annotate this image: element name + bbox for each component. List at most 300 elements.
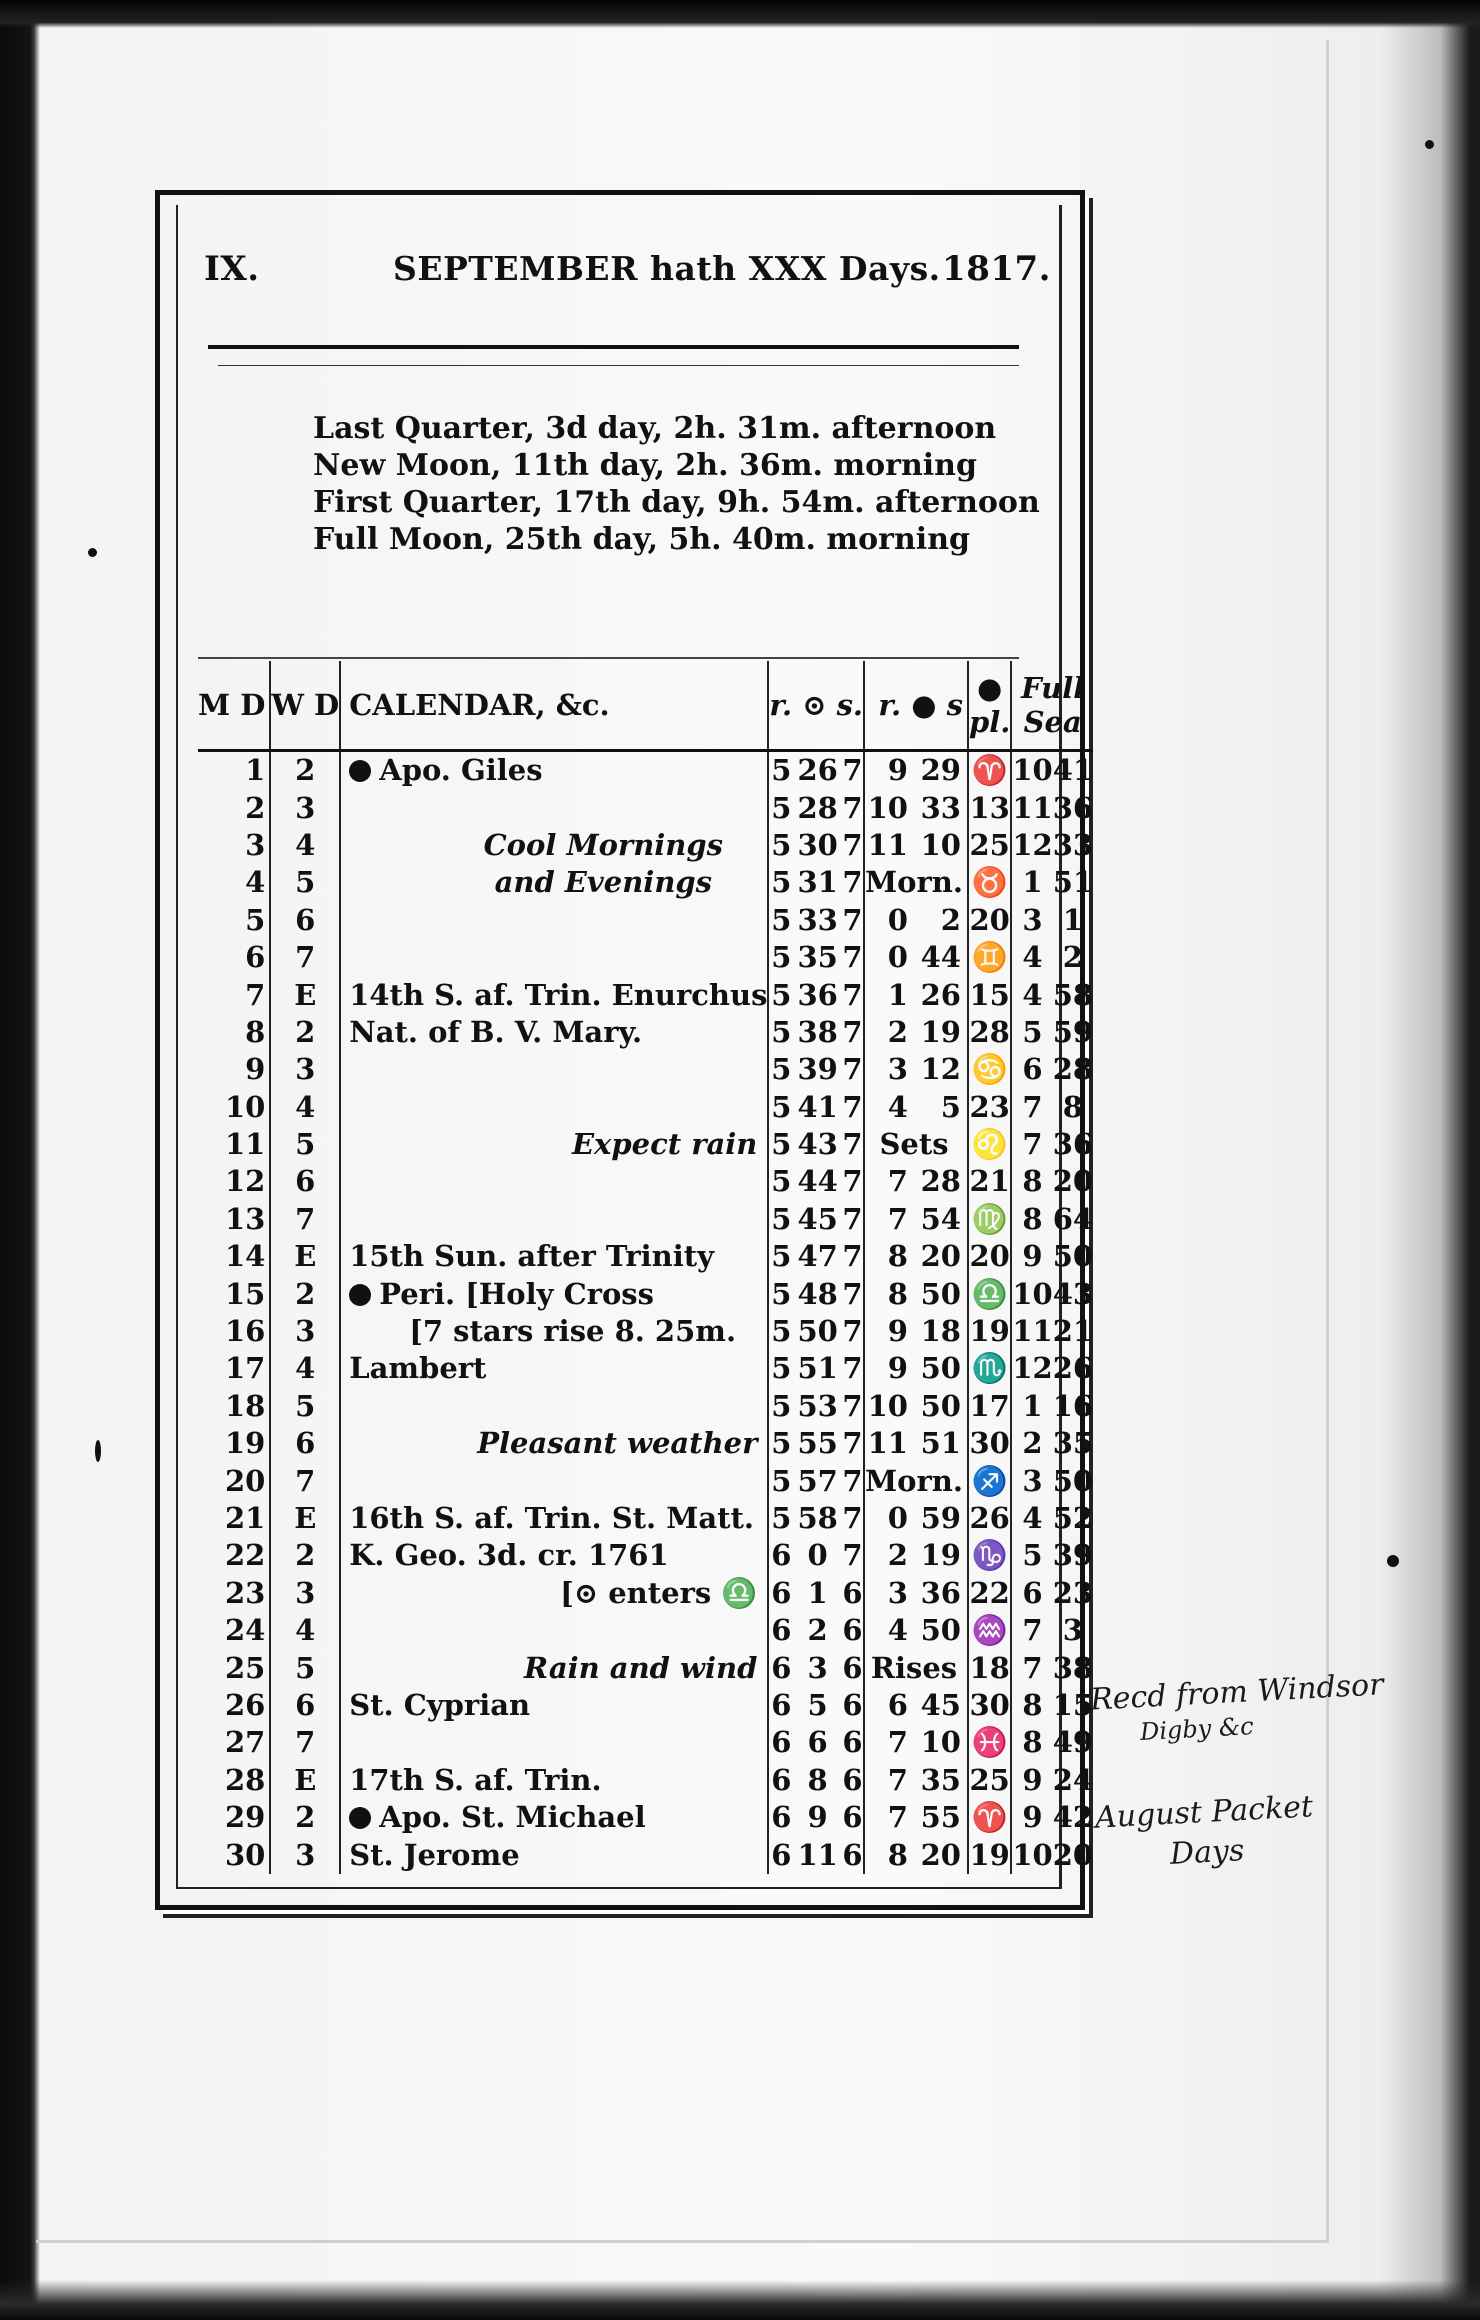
moon-place-cell: 21 [968, 1163, 1011, 1200]
moon-minute-cell: 28 [920, 1164, 961, 1199]
sunrise-minute-cell: 28 [797, 790, 838, 825]
sunrise-minute-cell: 57 [797, 1463, 838, 1498]
sunrise-minute-cell: 11 [797, 1837, 838, 1872]
page-number: IX. [204, 249, 260, 289]
week-day-cell: 5 [270, 864, 340, 901]
moon-hour-cell: 7 [864, 1762, 912, 1799]
sunrise-minute-cell: 5 [807, 1687, 828, 1722]
sunset-hour-cell: 7 [842, 753, 863, 788]
table-row [198, 939, 1093, 976]
event-cell [340, 1575, 768, 1612]
moon-place-cell: ♑ [968, 1537, 1011, 1574]
moon-place-cell: ♐ [968, 1462, 1011, 1499]
sunrise-hour-cell: 6 [768, 1799, 793, 1836]
sunrise-hour-cell: 5 [768, 1126, 793, 1163]
moon-minute-cell: 19 [920, 1014, 961, 1049]
sunrise-minute-cell: 30 [797, 827, 838, 862]
event-cell [340, 1238, 768, 1275]
sunrise-hour-cell: 6 [768, 1762, 793, 1799]
moon-hour-cell: 4 [864, 1089, 912, 1126]
event-text: St. Cyprian [349, 1687, 531, 1722]
sunrise-hour-cell: 5 [768, 1275, 793, 1312]
full-sea-minute-cell: 49 [1052, 1725, 1094, 1760]
event-text: 15th Sun. after Trinity [349, 1239, 715, 1274]
moon-minute-cell: 50 [920, 1613, 961, 1648]
event-cell [340, 789, 768, 826]
moon-minute-cell: 26 [920, 977, 961, 1012]
sunrise-hour-cell: 5 [768, 1014, 793, 1051]
page-title: SEPTEMBER hath XXX Days. [393, 249, 941, 288]
event-cell [340, 1388, 768, 1425]
event-text: Apo. Giles [379, 753, 543, 788]
moon-place-cell: 23 [968, 1089, 1011, 1126]
event-cell [340, 1089, 768, 1126]
week-day-cell: E [270, 1762, 340, 1799]
sunrise-hour-cell: 5 [768, 1500, 793, 1537]
moon-hour-cell: 7 [864, 1799, 912, 1836]
full-sea-hour-cell: 6 [1011, 1575, 1052, 1612]
sunrise-minute-cell: 0 [807, 1538, 828, 1573]
sunrise-minute-cell: 48 [797, 1276, 838, 1311]
moon-minute-cell: 54 [920, 1201, 961, 1236]
moon-place-cell: 20 [968, 1238, 1011, 1275]
week-day-cell: E [270, 976, 340, 1013]
table-row [198, 1649, 1093, 1686]
month-day-cell: 3 [245, 827, 266, 862]
full-sea-hour-cell: 8 [1011, 1724, 1052, 1761]
moon-place-cell: ♎ [968, 1275, 1011, 1312]
calendar-table [198, 661, 1093, 1874]
event-cell [340, 1836, 768, 1873]
table-row [198, 1051, 1093, 1088]
moon-place-cell: ♌ [968, 1126, 1011, 1163]
full-sea-hour-cell: 10 [1011, 1275, 1052, 1312]
month-day-cell: 1 [245, 753, 266, 788]
table-row [198, 1388, 1093, 1425]
full-sea-minute-cell: 50 [1052, 1463, 1094, 1498]
event-cell [340, 1649, 768, 1686]
month-day-cell: 16 [225, 1314, 266, 1349]
sunset-hour-cell: 6 [842, 1725, 863, 1760]
sunset-hour-cell: 7 [842, 1276, 863, 1311]
sunset-hour-cell: 7 [842, 1127, 863, 1162]
moon-hour-cell: 10 [864, 1388, 912, 1425]
month-day-cell: 23 [225, 1575, 266, 1610]
full-sea-hour-cell: 8 [1011, 1687, 1052, 1724]
event-cell [340, 1537, 768, 1574]
moon-minute-cell: 45 [920, 1687, 961, 1722]
week-day-cell: 6 [270, 1425, 340, 1462]
month-day-cell: 21 [225, 1501, 266, 1535]
moon-place-cell: 30 [968, 1425, 1011, 1462]
month-day-cell: 10 [225, 1089, 266, 1124]
full-sea-minute-cell: 3 [1062, 1613, 1083, 1648]
sunset-hour-cell: 7 [842, 940, 863, 975]
sunrise-minute-cell: 3 [807, 1650, 828, 1685]
moon-place-cell: ♈ [968, 751, 1011, 790]
moon-place-cell: ♍ [968, 1201, 1011, 1238]
month-day-cell: 7 [245, 977, 266, 1012]
sunset-hour-cell: 6 [842, 1837, 863, 1872]
sunset-hour-cell: 6 [842, 1613, 863, 1648]
sunset-hour-cell: 6 [842, 1800, 863, 1835]
month-day-cell: 12 [225, 1164, 266, 1199]
event-cell [340, 1762, 768, 1799]
full-sea-minute-cell: 50 [1052, 1239, 1094, 1274]
moon-minute-cell: 10 [920, 1725, 961, 1760]
sunrise-minute-cell: 2 [807, 1613, 828, 1648]
event-text: [7 stars rise 8. 25m. [409, 1314, 737, 1349]
header-full-sea: Full Sea [1011, 661, 1093, 751]
moon-hour-cell: 6 [864, 1687, 912, 1724]
table-row [198, 976, 1093, 1013]
month-day-cell: 27 [225, 1725, 266, 1760]
moon-place-cell: 25 [968, 1762, 1011, 1799]
moon-hour-cell: Sets [864, 1126, 968, 1163]
sunrise-hour-cell: 6 [768, 1649, 793, 1686]
month-day-cell: 11 [225, 1127, 266, 1162]
full-sea-minute-cell: 23 [1052, 1575, 1094, 1610]
full-sea-minute-cell: 41 [1052, 753, 1094, 788]
moon-hour-cell: 8 [864, 1275, 912, 1312]
month-day-cell: 17 [225, 1351, 266, 1386]
event-text: Pleasant weather [477, 1426, 758, 1461]
header-calendar: CALENDAR, &c. [340, 661, 768, 751]
moon-phase-line: Full Moon, 25th day, 5h. 40m. morning [313, 522, 970, 557]
event-text: Rain and wind [524, 1650, 758, 1685]
table-row [198, 1537, 1093, 1574]
week-day-cell: E [270, 1238, 340, 1275]
sunrise-hour-cell: 6 [768, 1575, 793, 1612]
full-sea-hour-cell: 4 [1011, 1500, 1052, 1537]
sunset-hour-cell: 7 [842, 1164, 863, 1199]
full-sea-minute-cell: 36 [1052, 790, 1094, 825]
full-sea-minute-cell: 2 [1062, 940, 1083, 975]
week-day-cell: 2 [270, 1014, 340, 1051]
sunrise-hour-cell: 5 [768, 751, 793, 790]
month-day-cell: 4 [245, 865, 266, 900]
week-day-cell: 4 [270, 827, 340, 864]
moon-place-cell: ♒ [968, 1612, 1011, 1649]
handwritten-note: Recd from Windsor [1089, 1667, 1385, 1718]
table-row [198, 1313, 1093, 1350]
table-row [198, 751, 1093, 790]
sunrise-hour-cell: 6 [768, 1537, 793, 1574]
week-day-cell: 5 [270, 1388, 340, 1425]
sunrise-hour-cell: 5 [768, 864, 793, 901]
week-day-cell: 4 [270, 1612, 340, 1649]
event-text: [⊙ enters ♎ [560, 1575, 758, 1610]
moon-place-cell: 17 [968, 1388, 1011, 1425]
moon-place-cell: 19 [968, 1313, 1011, 1350]
moon-hour-cell: 7 [864, 1201, 912, 1238]
table-row [198, 1799, 1093, 1836]
handwritten-note: August Packet [1094, 1789, 1314, 1836]
moon-minute-cell: 20 [920, 1837, 961, 1872]
sunrise-hour-cell: 6 [768, 1836, 793, 1873]
sunset-hour-cell: 7 [842, 1388, 863, 1423]
month-day-cell: 14 [225, 1239, 266, 1274]
full-sea-minute-cell: 21 [1052, 1314, 1094, 1349]
full-sea-minute-cell: 33 [1052, 827, 1094, 862]
month-day-cell: 29 [225, 1800, 266, 1835]
event-cell [340, 939, 768, 976]
moon-hour-cell: 2 [864, 1014, 912, 1051]
table-row [198, 1612, 1093, 1649]
moon-minute-cell: 36 [920, 1575, 961, 1610]
moon-hour-cell: 0 [864, 902, 912, 939]
moon-hour-cell: 7 [864, 1724, 912, 1761]
sunset-hour-cell: 7 [842, 1314, 863, 1349]
full-sea-hour-cell: 3 [1011, 1462, 1052, 1499]
moon-place-cell: ♊ [968, 939, 1011, 976]
full-sea-minute-cell: 16 [1052, 1388, 1094, 1423]
full-sea-minute-cell: 58 [1052, 977, 1094, 1012]
week-day-cell: 2 [270, 1537, 340, 1574]
full-sea-hour-cell: 7 [1011, 1649, 1052, 1686]
table-row [198, 1275, 1093, 1312]
moon-hour-cell: 8 [864, 1836, 912, 1873]
full-sea-minute-cell: 59 [1052, 1014, 1094, 1049]
event-cell [340, 1350, 768, 1387]
full-sea-minute-cell: 8 [1062, 1089, 1083, 1124]
table-row [198, 1126, 1093, 1163]
event-cell [340, 1201, 768, 1238]
ink-speck [88, 548, 97, 557]
moon-hour-cell: 2 [864, 1537, 912, 1574]
event-cell [340, 827, 768, 864]
sunrise-hour-cell: 6 [768, 1612, 793, 1649]
moon-hour-cell: 9 [864, 1350, 912, 1387]
sunrise-hour-cell: 5 [768, 1462, 793, 1499]
event-cell [340, 1275, 768, 1312]
sunrise-hour-cell: 5 [768, 1425, 793, 1462]
sunset-hour-cell: 6 [842, 1575, 863, 1610]
moon-minute-cell: 50 [920, 1351, 961, 1386]
moon-phase-icon [349, 1807, 371, 1829]
sunrise-minute-cell: 6 [807, 1725, 828, 1760]
full-sea-minute-cell: 51 [1052, 865, 1094, 900]
week-day-cell: 6 [270, 902, 340, 939]
full-sea-minute-cell: 20 [1052, 1164, 1094, 1199]
full-sea-minute-cell: 43 [1052, 1276, 1094, 1311]
event-cell [340, 902, 768, 939]
moon-minute-cell: 19 [920, 1538, 961, 1573]
full-sea-hour-cell: 5 [1011, 1537, 1052, 1574]
event-text: Apo. St. Michael [379, 1800, 646, 1835]
sunrise-minute-cell: 53 [797, 1388, 838, 1423]
moon-hour-cell: 7 [864, 1163, 912, 1200]
moon-hour-cell: 9 [864, 1313, 912, 1350]
moon-hour-cell: 3 [864, 1575, 912, 1612]
sunrise-hour-cell: 5 [768, 1238, 793, 1275]
moon-hour-cell: Morn. [864, 1462, 968, 1499]
week-day-cell: 3 [270, 789, 340, 826]
full-sea-hour-cell: 7 [1011, 1126, 1052, 1163]
full-sea-minute-cell: 20 [1052, 1837, 1094, 1872]
full-sea-minute-cell: 1 [1062, 902, 1083, 937]
event-cell [340, 1687, 768, 1724]
header-moon-place: ● pl. [968, 661, 1011, 751]
moon-place-cell: 20 [968, 902, 1011, 939]
moon-hour-cell: 3 [864, 1051, 912, 1088]
table-row [198, 1836, 1093, 1873]
month-day-cell: 26 [225, 1687, 266, 1722]
moon-place-cell: 22 [968, 1575, 1011, 1612]
header-month-day: M D [198, 661, 270, 751]
week-day-cell: E [270, 1500, 340, 1537]
phase-rule [198, 657, 1019, 659]
sunrise-minute-cell: 35 [797, 940, 838, 975]
event-cell [340, 1612, 768, 1649]
month-day-cell: 24 [225, 1613, 266, 1648]
full-sea-hour-cell: 10 [1011, 751, 1052, 790]
table-header-row [198, 661, 1093, 751]
table-row [198, 1575, 1093, 1612]
month-day-cell: 2 [245, 790, 266, 825]
week-day-cell: 3 [270, 1575, 340, 1612]
sunrise-minute-cell: 36 [797, 977, 838, 1012]
almanac-inner-border [176, 205, 1094, 1889]
sunset-hour-cell: 7 [842, 790, 863, 825]
full-sea-minute-cell: 42 [1052, 1800, 1094, 1835]
table-row [198, 1724, 1093, 1761]
moon-minute-cell: 51 [920, 1426, 961, 1461]
sunset-hour-cell: 7 [842, 902, 863, 937]
moon-minute-cell: 50 [920, 1388, 961, 1423]
event-cell [340, 1799, 768, 1836]
moon-place-cell: 19 [968, 1836, 1011, 1873]
full-sea-minute-cell: 64 [1052, 1201, 1094, 1236]
table-row [198, 864, 1093, 901]
event-text: Peri. [Holy Cross [379, 1276, 654, 1311]
moon-minute-cell: 5 [940, 1089, 961, 1124]
event-cell [340, 1126, 768, 1163]
sunrise-hour-cell: 5 [768, 1388, 793, 1425]
moon-hour-cell: 11 [864, 827, 912, 864]
moon-minute-cell: 29 [920, 753, 961, 788]
moon-place-cell: 13 [968, 789, 1011, 826]
sunset-hour-cell: 7 [842, 977, 863, 1012]
sunset-hour-cell: 7 [842, 1538, 863, 1573]
header-rule-thin [218, 365, 1019, 366]
moon-minute-cell: 2 [940, 902, 961, 937]
sunrise-hour-cell: 5 [768, 789, 793, 826]
week-day-cell: 7 [270, 1201, 340, 1238]
sunrise-minute-cell: 1 [807, 1575, 828, 1610]
full-sea-minute-cell: 39 [1052, 1538, 1094, 1573]
sunrise-hour-cell: 5 [768, 902, 793, 939]
full-sea-minute-cell: 15 [1052, 1687, 1094, 1722]
full-sea-minute-cell: 28 [1052, 1052, 1094, 1087]
sunrise-hour-cell: 6 [768, 1724, 793, 1761]
moon-phase-icon [349, 760, 371, 782]
event-text: Nat. of B. V. Mary. [349, 1014, 643, 1049]
full-sea-hour-cell: 8 [1011, 1163, 1052, 1200]
sunrise-hour-cell: 5 [768, 1051, 793, 1088]
sunrise-minute-cell: 8 [807, 1762, 828, 1797]
moon-place-cell: ♈ [968, 1799, 1011, 1836]
table-row [198, 1163, 1093, 1200]
sunrise-hour-cell: 5 [768, 976, 793, 1013]
week-day-cell: 7 [270, 939, 340, 976]
sunset-hour-cell: 7 [842, 827, 863, 862]
month-day-cell: 30 [225, 1837, 266, 1872]
sunset-hour-cell: 7 [842, 1426, 863, 1461]
table-row [198, 1350, 1093, 1387]
sunrise-minute-cell: 51 [797, 1351, 838, 1386]
sunrise-hour-cell: 5 [768, 1163, 793, 1200]
sunset-hour-cell: 7 [842, 1239, 863, 1274]
sunrise-hour-cell: 6 [768, 1687, 793, 1724]
full-sea-hour-cell: 4 [1011, 939, 1052, 976]
event-text: Lambert [349, 1351, 487, 1386]
moon-phase-line: Last Quarter, 3d day, 2h. 31m. afternoon [313, 411, 997, 446]
sunset-hour-cell: 7 [842, 1351, 863, 1386]
full-sea-hour-cell: 12 [1011, 827, 1052, 864]
moon-minute-cell: 33 [920, 790, 961, 825]
sunset-hour-cell: 6 [842, 1687, 863, 1722]
calendar-body [198, 751, 1093, 1874]
sunset-hour-cell: 7 [842, 865, 863, 900]
moon-hour-cell: 1 [864, 976, 912, 1013]
event-cell [340, 864, 768, 901]
full-sea-hour-cell: 11 [1011, 789, 1052, 826]
sunrise-minute-cell: 58 [797, 1501, 838, 1535]
event-text: 14th S. af. Trin. Enurchus [349, 977, 768, 1012]
event-text: 16th S. af. Trin. St. Matt. [349, 1501, 754, 1535]
event-text: K. Geo. 3d. cr. 1761 [349, 1538, 669, 1573]
event-text: Expect rain [571, 1127, 758, 1162]
sunrise-minute-cell: 39 [797, 1052, 838, 1087]
sunset-hour-cell: 7 [842, 1501, 863, 1535]
moon-place-cell: 26 [968, 1500, 1011, 1537]
table-row [198, 1462, 1093, 1499]
full-sea-hour-cell: 5 [1011, 1014, 1052, 1051]
full-sea-hour-cell: 12 [1011, 1350, 1052, 1387]
full-sea-minute-cell: 36 [1052, 1127, 1094, 1162]
month-day-cell: 13 [225, 1201, 266, 1236]
table-row [198, 1201, 1093, 1238]
week-day-cell: 6 [270, 1163, 340, 1200]
moon-hour-cell: 0 [864, 939, 912, 976]
moon-hour-cell: 0 [864, 1500, 912, 1537]
month-day-cell: 20 [225, 1463, 266, 1498]
moon-minute-cell: 20 [920, 1239, 961, 1274]
moon-minute-cell: 44 [920, 940, 961, 975]
header-moon: r. ● s [864, 661, 968, 751]
moon-phase-line: First Quarter, 17th day, 9h. 54m. afternoon [313, 485, 1040, 520]
full-sea-hour-cell: 8 [1011, 1201, 1052, 1238]
month-day-cell: 28 [225, 1762, 266, 1797]
sunrise-hour-cell: 5 [768, 1089, 793, 1126]
event-cell [340, 1163, 768, 1200]
moon-place-cell: 18 [968, 1649, 1011, 1686]
moon-hour-cell: 9 [864, 751, 912, 790]
month-day-cell: 9 [245, 1052, 266, 1087]
header-sun: r. ⊙ s. [768, 661, 864, 751]
moon-place-cell: ♉ [968, 864, 1011, 901]
week-day-cell: 6 [270, 1687, 340, 1724]
moon-hour-cell: 4 [864, 1612, 912, 1649]
moon-hour-cell: Rises [864, 1649, 968, 1686]
handwritten-note: Digby &c [1139, 1712, 1255, 1746]
header-week-day: W D [270, 661, 340, 751]
moon-minute-cell: 10 [920, 827, 961, 862]
moon-minute-cell: 50 [920, 1276, 961, 1311]
sunset-hour-cell: 7 [842, 1052, 863, 1087]
full-sea-hour-cell: 6 [1011, 1051, 1052, 1088]
